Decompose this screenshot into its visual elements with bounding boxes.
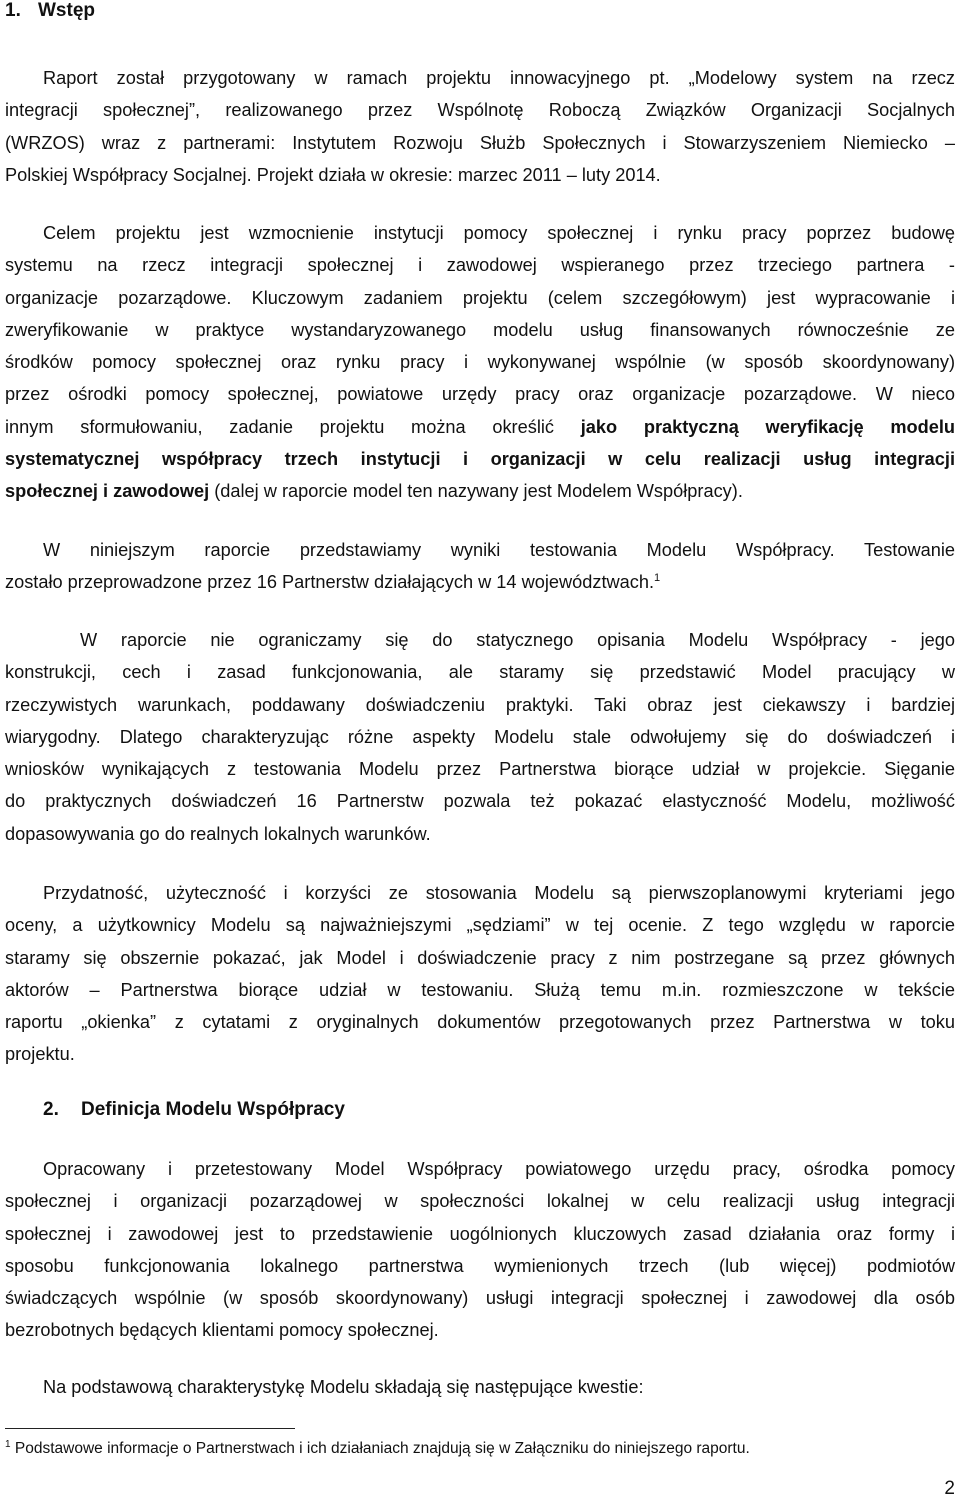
text-line: społecznej i zawodowej jest to przedstawienie uogólnionych kluczowych zasad działania oraz formy i (5, 1223, 955, 1244)
text-line: środków pomocy społecznej oraz rynku pracy i wykonywanej wspólnie (w sposób skoordynowany) (5, 352, 955, 373)
section-1-title: Wstęp (38, 0, 95, 21)
footnote-mark: 1 (5, 1438, 11, 1450)
bold-text-fragment: systematycznej współpracy trzech instytucji i organizacji w celu realizacji usług integracji (5, 449, 955, 470)
text-line: społecznej i organizacji pozarządowej w społeczności lokalnej w celu realizacji usług integracji (5, 1191, 955, 1212)
text-line: świadczących wspólnie (w sposób skoordynowany) usługi integracji społecznej i zawodowej dla osób (5, 1288, 955, 1309)
bold-text-fragment: jako praktyczną weryfikację modelu (580, 416, 956, 437)
footnote-separator (5, 1428, 295, 1429)
section-1-number: 1. (5, 0, 21, 21)
paragraph-usefulness-criteria (5, 877, 955, 1071)
paragraph-project-goal (5, 217, 955, 508)
text-line (5, 566, 955, 598)
text-line: oceny, a użytkownicy Modelu są najważniejszymi „sędziami” w tej ocenie. Z tego względu w raporcie (5, 915, 955, 936)
text-line: Celem projektu jest wzmocnienie instytucji pomocy społecznej i rynku pracy poprzez budowę (43, 223, 955, 243)
paragraph-project-intro (5, 62, 955, 191)
section-1-heading (5, 0, 95, 22)
text-line: sposobu funkcjonowania lokalnego partnerstwa wymienionych trzech (lub więcej) podmiotów (5, 1255, 955, 1276)
text-line (5, 443, 955, 475)
section-2-heading (5, 1099, 345, 1121)
text-line: do praktycznych doświadczeń 16 Partnerstw pozwala też pokazać elastyczność Modelu, możliwość (5, 791, 955, 812)
paragraph-model-characteristics (5, 1371, 955, 1403)
text-line: systemu na rzecz integracji społecznej i zawodowej wspieranego przez trzeciego partnera - (5, 255, 955, 276)
text-line: (WRZOS) wraz z partnerami: Instytutem Rozwoju Służb Społecznych i Stowarzyszeniem Niemiecko – (5, 132, 955, 153)
text-line: aktorów – Partnerstwa biorące udział w testowaniu. Służą temu m.in. rozmieszczone w tekście (5, 979, 955, 1000)
text-line: organizacje pozarządowe. Kluczowym zadaniem projektu (celem szczegółowym) jest wypracowanie i (5, 287, 955, 308)
text-fragment: innym sformułowaniu, zadanie projektu można określić (5, 416, 555, 437)
text-line: rzeczywistych warunkach, poddawany doświadczeniu praktyki. Taki obraz jest ciekawszy i bardziej (5, 694, 955, 715)
text-line: konstrukcji, cech i zasad funkcjonowania, ale staramy się przedstawić Model pracujący w (5, 662, 955, 683)
text-line: wniosków wynikających z testowania Modelu przez Partnerstwa biorące udział w projekcie. Sięganie (5, 759, 955, 780)
text-line: zweryfikowanie w praktyce wystandaryzowanego modelu usług finansowanych równocześnie ze (5, 319, 955, 340)
text-line: raportu „okienka” z cytatami z oryginalnych dokumentów przegotowanych przez Partnerstwa w toku (5, 1012, 955, 1033)
text-line: Na podstawową charakterystykę Modelu składają się następujące kwestie: (43, 1377, 644, 1397)
text-line: integracji społecznej”, realizowanego przez Wspólnotę Roboczą Związków Organizacji Socjalnych (5, 100, 955, 121)
footnote-text: Podstawowe informacje o Partnerstwach i ich działaniach znajdują się w Załączniku do niniejszego raportu. (14, 1440, 750, 1457)
text-line: dopasowywania go do realnych lokalnych warunków. (5, 823, 431, 844)
page-number: 2 (944, 1478, 955, 1499)
text-line: Polskiej Współpracy Socjalnej. Projekt działa w okresie: marzec 2011 – luty 2014. (5, 164, 661, 185)
text-line: W raporcie nie ograniczamy się do statycznego opisania Modelu Współpracy - jego (80, 630, 955, 650)
text-line: projektu. (5, 1044, 75, 1065)
text-line: wiarygodny. Dlatego charakteryzując różne aspekty Modelu stale odwołujemy się do doświadczeń i (5, 726, 955, 747)
text-line: Raport został przygotowany w ramach projektu innowacyjnego pt. „Modelowy system na rzecz (43, 68, 955, 88)
text-line: W niniejszym raporcie przedstawiamy wyniki testowania Modelu Współpracy. Testowanie (43, 540, 955, 560)
paragraph-testing-results (5, 534, 955, 599)
text-fragment: zostało przeprowadzone przez 16 Partnerstw działających w 14 województwach. (5, 572, 655, 593)
text-line: staramy się obszernie pokazać, jak Model i doświadczenie pracy z nim postrzegane są przez głównych (5, 947, 955, 968)
text-line: Opracowany i przetestowany Model Współpracy powiatowego urzędu pracy, ośrodka pomocy (43, 1159, 955, 1179)
text-line (5, 411, 955, 443)
paragraph-report-scope (5, 624, 955, 850)
section-2-title: Definicja Modelu Współpracy (81, 1099, 345, 1120)
text-line: Przydatność, użyteczność i korzyści ze stosowania Modelu są pierwszoplanowymi kryteriami jego (43, 883, 955, 903)
footnote-reference[interactable]: 1 (654, 572, 661, 585)
footnote (5, 1440, 750, 1458)
paragraph-model-definition (5, 1153, 955, 1347)
text-fragment: (dalej w raporcie model ten nazywany jest Modelem Współpracy). (214, 481, 743, 502)
text-line (5, 475, 955, 507)
section-2-number: 2. (43, 1099, 59, 1120)
text-line: bezrobotnych będących klientami pomocy społecznej. (5, 1320, 439, 1341)
bold-text-fragment: społecznej i zawodowej (5, 481, 210, 502)
text-line: przez ośrodki pomocy społecznej, powiatowe urzędy pracy oraz organizacje pozarządowe. W nieco (5, 384, 955, 405)
